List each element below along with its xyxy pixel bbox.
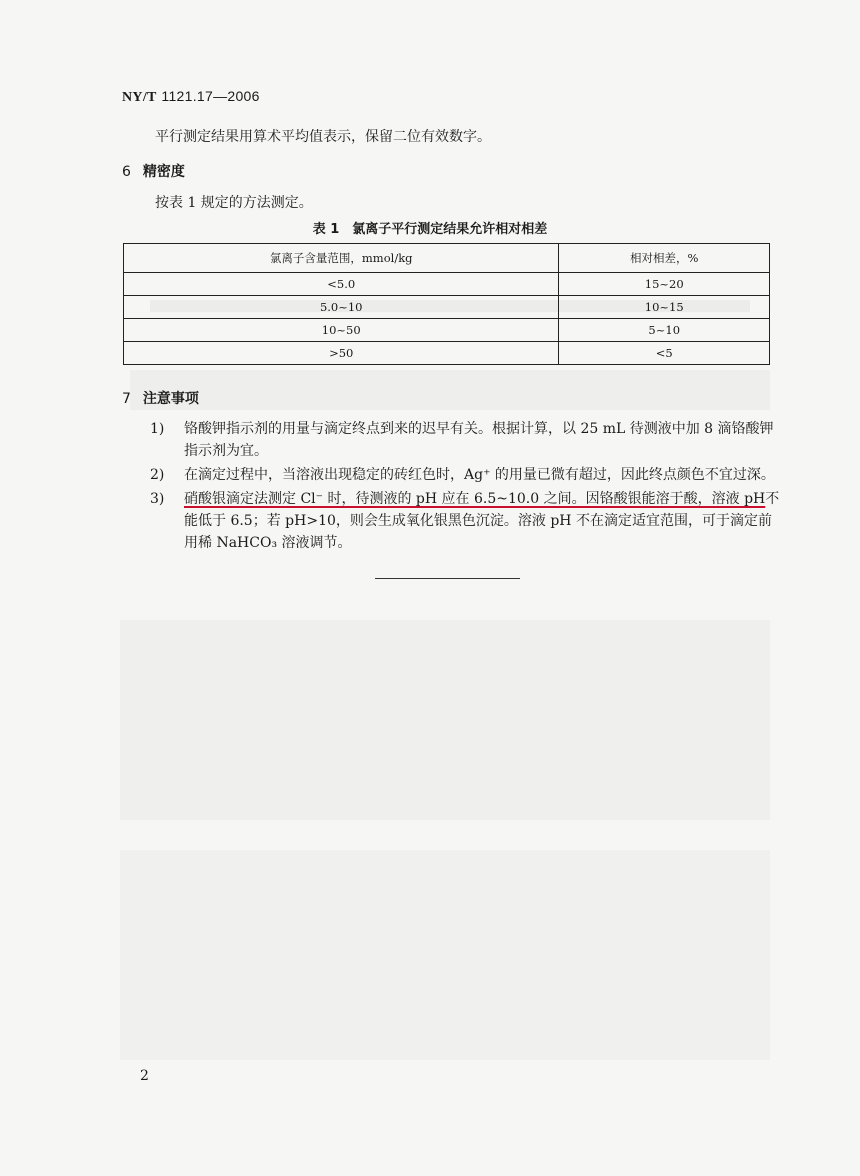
- table-row: [124, 319, 770, 342]
- table-cell: <5: [559, 342, 770, 365]
- note-text: [184, 488, 780, 554]
- table-row: [124, 296, 770, 319]
- standard-code: NY/T 1121.17—2006: [122, 88, 260, 105]
- section-7-title: 7 注意事项: [122, 391, 199, 407]
- table-row: [124, 273, 770, 296]
- end-rule: [375, 578, 520, 579]
- section-6-paragraph: 按表 1 规定的方法测定。: [155, 195, 313, 211]
- table-header-cell: 氯离子含量范围，mmol/kg: [124, 244, 559, 273]
- section-6-title: 6 精密度: [122, 164, 185, 180]
- note-text: 在滴定过程中，当溶液出现稳定的砖红色时，Ag⁺ 的用量已微有超过，因此终点颜色不宜过深。: [184, 467, 775, 483]
- table-caption: 表 1 氯离子平行测定结果允许相对相差: [312, 222, 548, 237]
- table-cell: >50: [124, 342, 559, 365]
- table-cell: 10~15: [559, 296, 770, 319]
- list-item: [150, 418, 780, 462]
- note-text-rest: 不能低于 6.5；若 pH>10，则会生成氧化银黑色沉淀。溶液 pH 不在滴定适宜范围，可于滴定前用稀 NaHCO₃ 溶液调节。: [184, 491, 780, 551]
- table-header-cell: 相对相差，%: [559, 244, 770, 273]
- list-item: [150, 464, 780, 486]
- table-cell: <5.0: [124, 273, 559, 296]
- table-row: [124, 342, 770, 365]
- table-cell: 10~50: [124, 319, 559, 342]
- table-cell: 5~10: [559, 319, 770, 342]
- notes-list: [150, 418, 780, 556]
- table-cell: 15~20: [559, 273, 770, 296]
- intro-paragraph: 平行测定结果用算术平均值表示，保留二位有效数字。: [155, 129, 491, 145]
- note-number: 1): [150, 421, 165, 437]
- note-text: 铬酸钾指示剂的用量与滴定终点到来的迟早有关。根据计算，以 25 mL 待测液中加 8 滴铬酸钾指示剂为宜。: [184, 421, 774, 459]
- table-cell: 5.0~10: [124, 296, 559, 319]
- note-number: 3): [150, 491, 165, 507]
- highlighted-text: 硝酸银滴定法测定 Cl⁻ 时，待测液的 pH 应在 6.5~10.0 之间。因铬酸银能溶于酸，溶液 pH: [184, 491, 766, 507]
- note-number: 2): [150, 467, 165, 483]
- page-number: 2: [140, 1068, 149, 1084]
- list-item: [150, 488, 780, 554]
- precision-table: [123, 243, 770, 365]
- table-header-row: [124, 244, 770, 273]
